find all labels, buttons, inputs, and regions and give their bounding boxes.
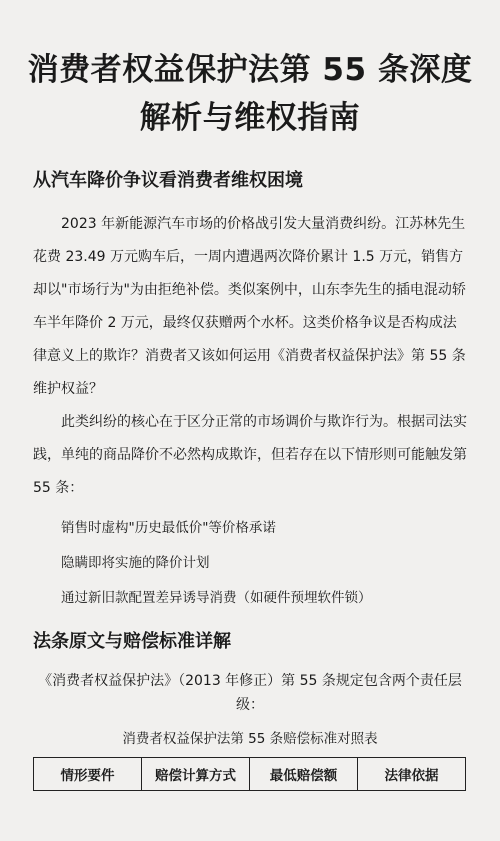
law-intro-text: 《消费者权益保护法》（2013 年修正）第 55 条规定包含两个责任层级： [38,672,462,713]
list-item: 销售时虚构"历史最低价"等价格承诺 [61,519,276,536]
column-header-circumstance: 情形要件 [34,757,142,790]
column-header-calculation: 赔偿计算方式 [142,757,250,790]
column-header-minimum-amount: 最低赔偿额 [250,757,358,790]
section-heading-car-price-dispute: 从汽车降价争议看消费者维权困境 [33,170,303,191]
fraud-circumstances-list [0,511,500,616]
table-header-row [34,757,466,790]
section-heading-law-text: 法条原文与赔偿标准详解 [33,630,231,652]
list-item: 通过新旧款配置差异诱导消费（如硬件预埋软件锁） [61,589,372,606]
body-paragraph: 此类纠纷的核心在于区分正常的市场调价与欺诈行为。根据司法实践，单纯的商品降价不必然构成欺诈，但若存在以下情形则可能触发第 55 条： [33,413,467,496]
table-caption: 消费者权益保护法第 55 条赔偿标准对照表 [122,730,378,747]
column-header-legal-basis: 法律依据 [358,757,466,790]
list-item: 隐瞒即将实施的降价计划 [61,554,210,571]
body-paragraph: 2023 年新能源汽车市场的价格战引发大量消费纠纷。江苏林先生花费 23.49 万元购车后，一周内遭遇两次降价累计 1.5 万元，销售方却以"市场行为"为由拒绝补偿。类似案例中，山东李先生的插电混动轿车半年降价 2 万元，最终仅获赠两个水杯。这类价格争议是否构成法律意义上的欺诈？消费者又该如何运用《消费者权益保护法》第 55 条维护权益？ [33,215,466,397]
compensation-standards-table [33,757,466,791]
page-title: 消费者权益保护法第 55 条深度解析与维权指南 [27,52,473,136]
